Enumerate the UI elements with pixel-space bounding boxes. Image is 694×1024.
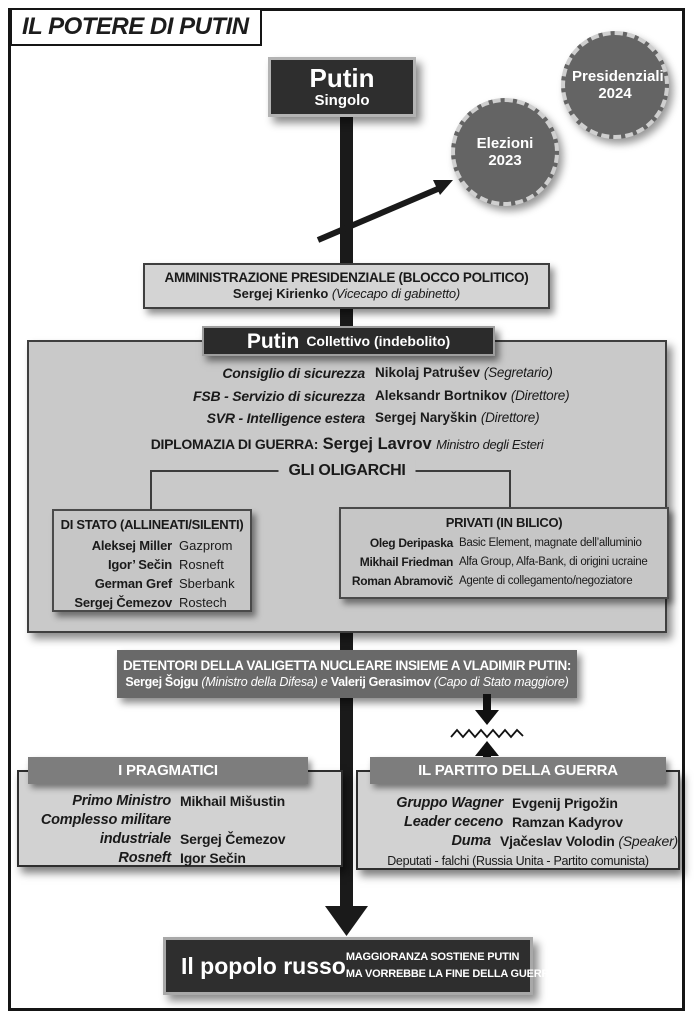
oligarch-row <box>54 536 250 555</box>
circle-elezioni-label: Elezioni 2023 <box>476 134 534 169</box>
oligarch-org: Sberbank <box>179 576 235 591</box>
row-person <box>375 362 553 385</box>
valigetta-name1: Sergej Šojgu <box>125 674 199 689</box>
amministrazione-person <box>233 286 460 302</box>
partito-guerra-rows <box>358 772 678 868</box>
diplomazia-line <box>29 432 665 457</box>
group-row <box>358 794 678 813</box>
collettivo-row <box>29 407 665 430</box>
circle-elezioni-2023 <box>451 98 559 206</box>
row-role: (Direttore) <box>480 410 540 425</box>
valigetta-people <box>125 675 568 691</box>
row-name: Ramzan Kadyrov <box>512 814 623 830</box>
amministrazione-title: AMMINISTRAZIONE PRESIDENZIALE (BLOCCO POLITICO) <box>164 270 529 286</box>
partito-guerra-box <box>356 770 680 870</box>
valigetta-name2: Valerij Gerasimov <box>330 674 431 689</box>
row-label: Leader ceceno <box>404 814 503 830</box>
group-row <box>358 832 678 851</box>
oligarch-name: Igor’ Sečin <box>107 557 172 572</box>
valigetta-conj: e <box>320 674 328 689</box>
row-label: Complesso militare industriale <box>40 812 171 847</box>
page-title-box <box>10 8 262 46</box>
collettivo-row <box>29 385 665 408</box>
row-label: Gruppo Wagner <box>396 795 503 811</box>
putin-singolo-box <box>268 57 416 117</box>
circle-presidenziali-2024 <box>561 31 669 139</box>
partito-guerra-note: Deputati - falchi (Russia Unita - Partito comunista) <box>387 854 649 868</box>
oligarch-row <box>341 553 667 572</box>
row-name: Aleksandr Bortnikov <box>375 387 508 403</box>
oligarch-row <box>54 574 250 593</box>
oligarchi-title: GLI OLIGARCHI <box>279 460 416 482</box>
oligarch-org: Basic Element, magnate dell’alluminio <box>459 537 642 549</box>
tension-down-arrow-shaft <box>483 694 491 711</box>
row-role: (Segretario) <box>483 365 553 380</box>
popolo-title: Il popolo russo <box>181 952 346 979</box>
row-name: Igor Sečin <box>180 850 246 866</box>
valigetta-title: DETENTORI DELLA VALIGETTA NUCLEARE INSIEME A VLADIMIR PUTIN: <box>123 657 571 673</box>
oligarch-name: German Gref <box>94 576 172 591</box>
popolo-line1: MAGGIORANZA SOSTIENE PUTIN <box>345 951 520 963</box>
group-row <box>19 792 341 811</box>
oligarch-row <box>54 555 250 574</box>
central-flow-arrowhead <box>325 906 368 936</box>
row-name: Nikolaj Patrušev <box>375 365 481 380</box>
oligarch-org: Alfa Group, Alfa-Bank, di origini ucraine <box>459 556 648 568</box>
valigetta-role2: (Capo di Stato maggiore) <box>433 674 569 689</box>
row-role: (Speaker) <box>618 833 678 849</box>
page-title: IL POTERE DI PUTIN <box>22 13 249 40</box>
row-name: Vjačeslav Volodin <box>500 833 615 849</box>
tension-zigzag <box>451 730 523 737</box>
row-label: Duma <box>451 833 492 849</box>
tension-down-arrowhead <box>475 710 499 725</box>
collettivo-subtitle: Collettivo (indebolito) <box>306 333 451 349</box>
oligarch-name: Aleksej Miller <box>91 538 172 553</box>
row-person <box>500 832 678 851</box>
tension-up-arrowhead <box>475 741 499 756</box>
popolo-statement <box>346 949 567 983</box>
row-person <box>375 407 539 430</box>
oligarch-name: Sergej Čemezov <box>74 595 172 610</box>
diplomazia-label: DIPLOMAZIA DI GUERRA: <box>150 436 319 452</box>
row-label: SVR - Intelligence estera <box>206 410 365 426</box>
putin-singolo-title: Putin <box>309 63 375 94</box>
oligarchi-privati-box <box>339 507 669 599</box>
diplomazia-role: Ministro degli Esteri <box>436 437 544 452</box>
valigetta-role1: (Ministro della Difesa) <box>201 674 318 689</box>
circle-presidenziali-label: Presidenziali 2024 <box>572 67 664 102</box>
oligarch-org: Gazprom <box>179 538 233 553</box>
collettivo-row <box>29 362 665 385</box>
diplomazia-name: Sergej Lavrov <box>322 435 432 453</box>
group-row <box>19 811 341 849</box>
row-role: (Direttore) <box>510 387 570 403</box>
oligarch-row <box>341 534 667 553</box>
oligarch-org: Agente di collegamento/negoziatore <box>459 575 633 587</box>
amministrazione-role: (Vicecapo di gabinetto) <box>331 286 461 302</box>
putin-singolo-subtitle: Singolo <box>314 91 370 109</box>
amministrazione-bar <box>143 263 550 309</box>
oligarchi-di-stato-box <box>52 509 252 612</box>
oligarch-name: Oleg Deripaska <box>369 536 453 550</box>
row-label: Primo Ministro <box>72 793 171 809</box>
oligarch-name: Roman Abramovič <box>351 574 453 588</box>
oligarch-name: Mikhail Friedman <box>359 555 453 569</box>
collettivo-title: Putin <box>246 329 300 353</box>
row-name: Mikhail Mišustin <box>180 793 285 809</box>
oligarch-org: Rostech <box>179 595 227 610</box>
putin-collettivo-panel <box>27 329 667 633</box>
row-label: Consiglio di sicurezza <box>222 365 365 381</box>
valigetta-nucleare-bar <box>117 650 577 698</box>
privati-rows <box>341 534 667 591</box>
popolo-russo-box <box>163 937 557 995</box>
popolo-line2: MA VORREBBE LA FINE DELLA GUERRA <box>345 968 557 980</box>
row-person <box>512 813 623 832</box>
collettivo-rows <box>29 362 665 430</box>
group-row <box>358 813 678 832</box>
row-name: Evgenij Prigožin <box>512 795 618 811</box>
pragmatici-header: I PRAGMATICI <box>28 757 308 784</box>
privati-title: PRIVATI (IN BILICO) <box>445 515 563 530</box>
row-name: Sergej Naryškin <box>375 410 478 425</box>
oligarch-row <box>341 572 667 591</box>
row-label: Rosneft <box>118 850 171 866</box>
elections-arrow-line <box>318 188 440 240</box>
amministrazione-name: Sergej Kirienko <box>232 286 329 302</box>
row-name: Sergej Čemezov <box>180 831 286 847</box>
pragmatici-rows <box>19 772 341 868</box>
row-label: FSB - Servizio di sicurezza <box>193 387 365 404</box>
row-person <box>512 794 618 813</box>
oligarch-org: Rosneft <box>179 557 224 572</box>
di-stato-rows <box>54 536 250 612</box>
oligarch-row <box>54 593 250 612</box>
di-stato-title: DI STATO (ALLINEATI/SILENTI) <box>60 517 244 532</box>
group-row <box>19 849 341 868</box>
pragmatici-box <box>17 770 343 867</box>
partito-guerra-header: IL PARTITO DELLA GUERRA <box>370 757 666 784</box>
putin-collettivo-header <box>202 326 495 356</box>
row-person <box>375 385 569 408</box>
